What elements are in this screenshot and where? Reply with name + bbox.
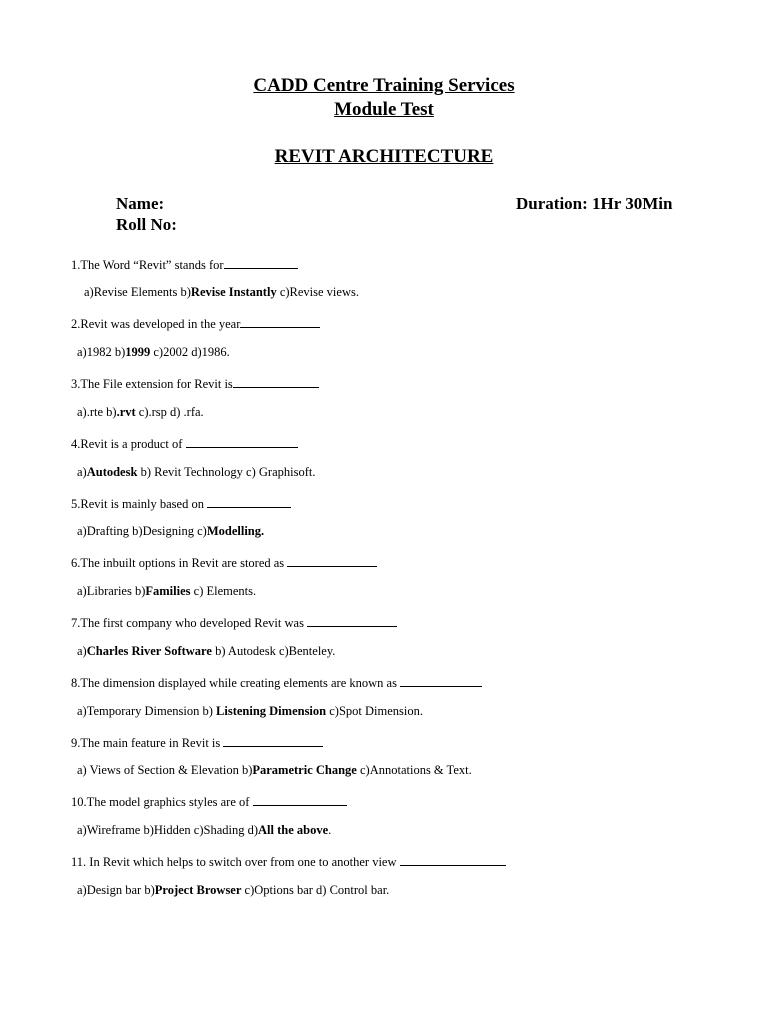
test-title: Module Test	[334, 99, 434, 120]
question-6	[71, 554, 377, 571]
option-text: c) Elements.	[190, 584, 257, 598]
options-4	[77, 465, 315, 480]
option-text: b) Autodesk c)Benteley.	[211, 644, 336, 658]
answer-blank	[287, 554, 377, 567]
options-2	[77, 345, 230, 360]
correct-answer: Autodesk	[86, 465, 138, 479]
org-title: CADD Centre Training Services	[253, 75, 515, 96]
option-text: a) Views of Section & Elevation b)	[77, 763, 253, 777]
answer-blank	[223, 734, 323, 747]
option-text: c)Annotations & Text.	[356, 763, 472, 777]
option-text: a)1982 b)	[77, 345, 126, 359]
correct-answer: Listening Dimension	[216, 704, 327, 718]
options-5	[77, 524, 264, 539]
correct-answer: Project Browser	[154, 883, 242, 897]
options-8	[77, 704, 423, 719]
roll-label: Roll No:	[116, 215, 177, 234]
question-text: 7.The first company who developed Revit was	[71, 616, 308, 630]
answer-blank	[224, 256, 298, 269]
correct-answer: Parametric Change	[252, 763, 357, 777]
option-text: a)Drafting b)Designing c)	[77, 524, 207, 538]
question-8	[71, 674, 482, 691]
question-10	[71, 793, 347, 810]
correct-answer: All the above	[258, 823, 329, 837]
option-text: a)	[77, 465, 87, 479]
option-text: b) Revit Technology c) Graphisoft.	[137, 465, 316, 479]
correct-answer: 1999	[125, 345, 151, 359]
answer-blank	[186, 435, 298, 448]
question-text: 8.The dimension displayed while creating elements are known as	[71, 676, 401, 690]
answer-blank	[207, 495, 291, 508]
question-text: 5.Revit is mainly based on	[71, 497, 208, 511]
question-text: 10.The model graphics styles are of	[71, 795, 253, 809]
correct-answer: Modelling.	[206, 524, 265, 538]
options-7	[77, 644, 335, 659]
answer-blank	[253, 793, 347, 806]
option-text: c).rsp d) .rfa.	[135, 405, 204, 419]
option-text: c)Spot Dimension.	[326, 704, 423, 718]
correct-answer: Revise Instantly	[190, 285, 277, 299]
answer-blank	[400, 674, 482, 687]
question-4	[71, 435, 298, 452]
option-text: a)Temporary Dimension b)	[77, 704, 217, 718]
option-text: a)Revise Elements b)	[84, 285, 191, 299]
option-text: a).rte b)	[77, 405, 117, 419]
answer-blank	[233, 375, 319, 388]
question-text: 6.The inbuilt options in Revit are stored as	[71, 556, 288, 570]
question-text: 9.The main feature in Revit is	[71, 736, 224, 750]
answer-blank	[240, 315, 320, 328]
question-2	[71, 315, 320, 332]
question-text: 11. In Revit which helps to switch over from one to another view	[71, 855, 400, 869]
question-text: 3.The File extension for Revit is	[71, 377, 233, 391]
answer-blank	[307, 614, 397, 627]
question-5	[71, 495, 291, 512]
correct-answer: Charles River Software	[86, 644, 212, 658]
subject-title: REVIT ARCHITECTURE	[274, 146, 494, 167]
options-10	[77, 823, 331, 838]
name-label: Name:	[116, 194, 165, 213]
correct-answer: Families	[145, 584, 191, 598]
question-11	[71, 853, 506, 870]
option-text: c)2002 d)1986.	[150, 345, 230, 359]
option-text: a)Design bar b)	[77, 883, 155, 897]
duration-label: Duration: 1Hr 30Min	[516, 194, 673, 213]
question-3	[71, 375, 319, 392]
option-text: a)Libraries b)	[77, 584, 146, 598]
options-11	[77, 883, 389, 898]
options-6	[77, 584, 256, 599]
option-text: a)	[77, 644, 87, 658]
option-text: c)Options bar d) Control bar.	[241, 883, 390, 897]
options-9	[77, 763, 472, 778]
option-text: .	[328, 823, 332, 837]
question-7	[71, 614, 397, 631]
question-9	[71, 734, 323, 751]
question-text: 2.Revit was developed in the year	[71, 317, 241, 331]
correct-answer: .rvt	[116, 405, 136, 419]
answer-blank	[400, 853, 506, 866]
option-text: c)Revise views.	[276, 285, 359, 299]
option-text: a)Wireframe b)Hidden c)Shading d)	[77, 823, 259, 837]
options-3	[77, 405, 204, 420]
options-1	[84, 285, 359, 300]
question-text: 1.The Word “Revit” stands for	[71, 258, 224, 272]
question-1	[71, 256, 298, 273]
question-text: 4.Revit is a product of	[71, 437, 186, 451]
